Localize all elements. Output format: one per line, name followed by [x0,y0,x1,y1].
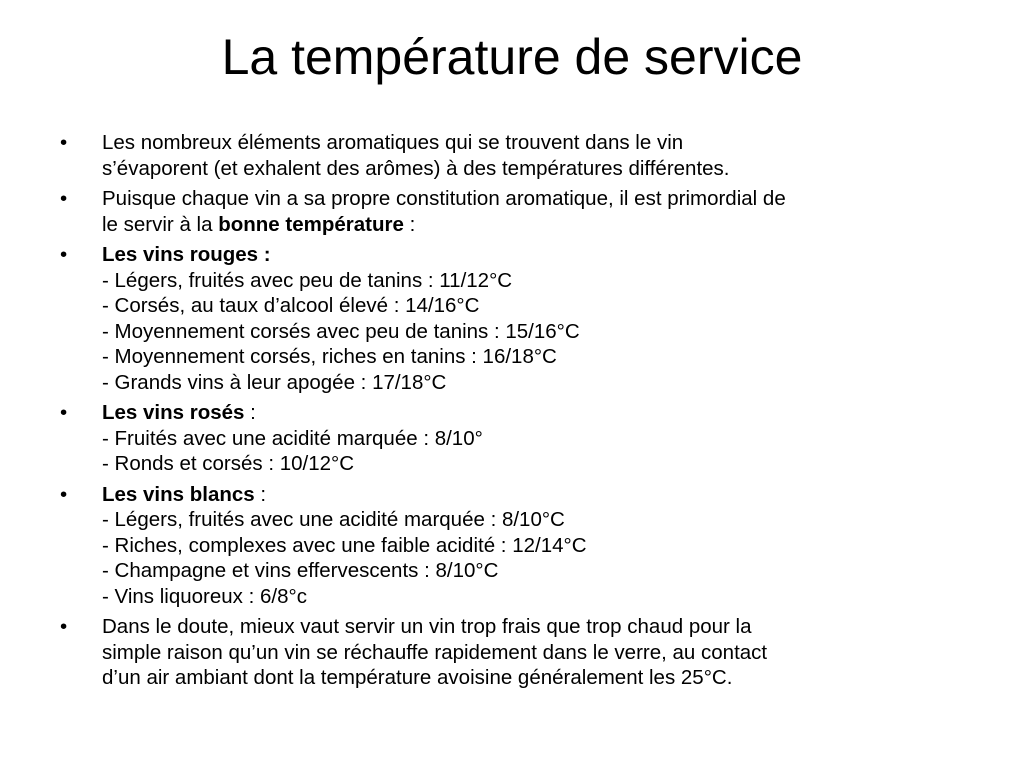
bullet-text-line [102,212,980,238]
text-segment: : [403,212,416,236]
bullet-constitution [60,186,980,237]
temperature-item: - Légers, fruités avec peu de tanins : 11/12°C [102,268,513,292]
text-segment: : [244,401,256,424]
text-segment: : [254,482,267,506]
emphasis-text: bonne température [218,212,404,236]
bullet-white-wines [60,482,980,610]
bullet-advice [60,614,980,691]
heading-text: Les vins rouges : [102,243,271,266]
bullet-marker: • [60,482,68,506]
heading-text: Les vins blancs [102,482,255,506]
bullet-text-line: Les nombreux éléments aromatiques qui se trouvent dans le vin [102,131,684,154]
bullet-marker: • [60,243,68,266]
bullet-marker: • [60,615,68,638]
bullet-text-line: simple raison qu’un vin se réchauffe rapidement dans le verre, au contact [102,640,768,664]
temperature-item: - Moyennement corsés avec peu de tanins : 15/16°C [102,319,580,343]
section-heading [102,400,980,426]
bullet-intro [60,130,980,181]
temperature-item: - Fruités avec une acidité marquée : 8/10° [102,426,483,450]
temperature-item: - Corsés, au taux d’alcool élevé : 14/16°C [102,294,480,317]
bullet-list [60,130,980,696]
bullet-red-wines [60,242,980,395]
bullet-text-line: d’un air ambiant dont la température avoisine généralement les 25°C. [102,666,733,689]
temperature-item: - Grands vins à leur apogée : 17/18°C [102,370,447,394]
bullet-marker: • [60,187,68,210]
temperature-item: - Moyennement corsés, riches en tanins : 16/18°C [102,345,557,368]
heading-text: Les vins rosés [102,401,245,424]
bullet-text-line: Dans le doute, mieux vaut servir un vin trop frais que trop chaud pour la [102,615,752,638]
section-heading [102,482,980,508]
bullet-marker: • [60,131,68,154]
slide-title: La température de service [221,29,803,85]
section-heading [102,242,980,268]
text-segment: le servir à la [102,212,219,236]
bullet-rose-wines [60,400,980,477]
temperature-item: - Champagne et vins effervescents : 8/10°C [102,559,499,582]
temperature-item: - Riches, complexes avec une faible acidité : 12/14°C [102,533,587,557]
bullet-text-line: s’évaporent (et exhalent des arômes) à des températures différentes. [102,156,730,180]
bullet-text-line: Puisque chaque vin a sa propre constitution aromatique, il est primordial de [102,187,786,210]
temperature-item: - Vins liquoreux : 6/8°c [102,584,307,608]
temperature-item: - Légers, fruités avec une acidité marquée : 8/10°C [102,508,565,531]
temperature-item: - Ronds et corsés : 10/12°C [102,452,355,475]
bullet-marker: • [60,401,68,424]
